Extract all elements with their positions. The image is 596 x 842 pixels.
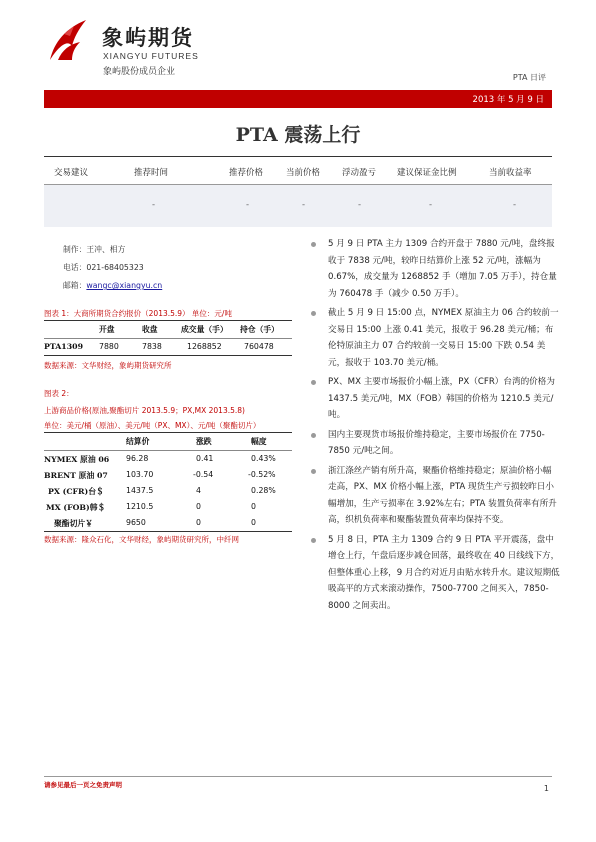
bullet-icon	[311, 433, 316, 438]
chart2-row-label: PX (CFR)台＄	[48, 487, 104, 496]
commentary-text: 5 月 9 日 PTA 主力 1309 合约开盘于 7880 元/吨，盘终报收于 7838 元/吨，较昨日结算价上涨 52 元/吨，涨幅为 0.67%，成交量为 1268852 手（增加 7.05 万手），持仓量为 760478 手（减少 0.50 万手）。	[328, 239, 557, 299]
header-current-price: 当前价格	[286, 168, 321, 178]
table-row	[44, 467, 292, 483]
chart2-source: 数据来源：隆众石化，文华财经，象屿期货研究所，中纤网	[44, 535, 239, 544]
author-maker: 制作：王冲、相方	[63, 245, 126, 254]
chart1-header-close: 收盘	[142, 325, 158, 334]
chart2-row-label: NYMEX 原油 06	[44, 455, 110, 464]
chart1-header-openinterest: 持仓（手）	[240, 325, 279, 334]
value-current-price: -	[302, 200, 306, 210]
author-email-label: 邮箱：	[63, 281, 87, 290]
chart2-header-pct: 幅度	[251, 437, 267, 446]
document-type: PTA 日评	[512, 73, 546, 82]
value-recommend-price: -	[246, 200, 250, 210]
header-recommend-time: 推荐时间	[134, 168, 169, 178]
header-floating-pnl: 浮动盈亏	[342, 168, 377, 178]
commentary-text: 5 月 8 日，PTA 主力 1309 合约 9 日 PTA 平开震荡，盘中增仓上行，午盘后逐步减仓回落，最终收在 40 日线线下方，但整体重心上移，9 月合约对近月由贴水转升水。建议短期低吸高平的方式来滚动操作，7500-7700 之间买入，7850-8000 之间卖出。	[328, 534, 560, 611]
chart2-pct-value: -0.52%	[248, 470, 276, 479]
chart1-header-open: 开盘	[99, 325, 115, 334]
chart2-change-value: 0.41	[196, 454, 214, 463]
commentary-list	[308, 236, 560, 617]
disclaimer-link[interactable]: 请参见最后一页之免责声明	[44, 781, 122, 789]
report-title: PTA 震荡上行	[235, 124, 361, 146]
table-row	[44, 499, 292, 515]
chart1-bottom-rule	[44, 355, 292, 356]
chart1-header-volume: 成交量（手）	[181, 325, 228, 334]
chart2-pct-value: 0.28%	[251, 486, 276, 495]
author-email-row	[63, 280, 162, 291]
recommend-table-top-rule	[44, 156, 552, 157]
chart2-settle-value: 1210.5	[126, 502, 154, 511]
recommend-table-row	[44, 185, 552, 227]
chart2-row-label: MX (FOB)韩＄	[46, 503, 106, 512]
chart1-top-rule	[44, 320, 292, 321]
bullet-icon	[311, 242, 316, 247]
chart1-caption: 图表 1：大商所期货合约报价（2013.5.9） 单位：元/吨	[44, 309, 232, 318]
footer-rule	[44, 776, 552, 777]
chart2-settle-value: 103.70	[126, 470, 154, 479]
chart2-settle-value: 96.28	[126, 454, 149, 463]
xiangyu-logo-icon	[44, 16, 92, 64]
bullet-icon	[311, 538, 316, 543]
commentary-text: 国内主要现货市场报价维持稳定，主要市场报价在 7750-7850 元/吨之间。	[328, 429, 545, 456]
brand-name-en: XIANGYU FUTURES	[103, 51, 199, 61]
commentary-text: PX、MX 主要市场报价小幅上涨，PX（CFR）台湾的价格为 1437.5 美元/吨，MX（FOB）韩国的价格为 1210.5 美元/吨。	[328, 377, 555, 420]
list-item	[308, 374, 560, 424]
list-item	[308, 236, 560, 302]
list-item	[308, 532, 560, 615]
table-row	[44, 483, 292, 499]
header-recommend-price: 推荐价格	[229, 168, 264, 178]
table-row	[44, 451, 292, 467]
page-number: 1	[543, 784, 549, 793]
table-row	[44, 515, 292, 531]
list-item	[308, 427, 560, 460]
bullet-icon	[311, 380, 316, 385]
chart2-pct-value: 0	[251, 502, 256, 511]
chart2-pct-value: 0	[251, 518, 256, 527]
value-margin-ratio: -	[429, 200, 433, 210]
commentary-text: 浙江涤丝产销有所升高，聚酯价格维持稳定；原油价格小幅走高，PX、MX 价格小幅上涨，PTA 现货生产亏损较昨日小幅增加，生产亏损率在 3.92%左右；PTA 装置负荷率有所升高，织机负荷率和聚酯装置负荷率均保持不变。	[328, 465, 557, 525]
chart2-settle-value: 9650	[126, 518, 146, 527]
chart1-openinterest-value: 760478	[244, 342, 274, 351]
chart1-source: 数据来源：文华财经，象屿期货研究所	[44, 361, 172, 370]
bullet-icon	[311, 469, 316, 474]
chart2-pct-value: 0.43%	[251, 454, 276, 463]
chart1-close-value: 7838	[142, 342, 162, 351]
chart2-unit: 单位：美元/桶（原油）、美元/吨（PX、MX）、元/吨（聚酯切片）	[44, 421, 261, 430]
chart1-open-value: 7880	[99, 342, 119, 351]
value-floating-pnl: -	[358, 200, 362, 210]
chart2-change-value: 0	[196, 518, 201, 527]
chart2-header-settle: 结算价	[126, 437, 150, 446]
chart2-change-value: 4	[196, 486, 201, 495]
author-email-link[interactable]: wangc@xiangyu.cn	[86, 281, 163, 290]
chart1-header-row	[44, 322, 292, 338]
chart2-row-label: BRENT 原油 07	[44, 471, 108, 480]
report-date: 2013 年 5 月 9 日	[472, 95, 544, 105]
header-current-yield: 当前收益率	[489, 168, 532, 178]
value-current-yield: -	[513, 200, 517, 210]
author-phone: 电话：021-68405323	[63, 263, 144, 272]
list-item	[308, 305, 560, 371]
recommend-table-header	[44, 158, 552, 184]
chart2-bottom-rule	[44, 531, 292, 532]
chart2-row-label: 聚酯切片￥	[54, 519, 93, 528]
chart2-subtitle: 上游商品价格(原油,聚酯切片 2013.5.9；PX,MX 2013.5.8)	[44, 406, 245, 415]
chart2-change-value: 0	[196, 502, 201, 511]
chart2-settle-value: 1437.5	[126, 486, 154, 495]
list-item	[308, 463, 560, 529]
header-margin-ratio: 建议保证金比例	[397, 168, 457, 178]
commentary-text: 截止 5 月 9 日 15:00 点，NYMEX 原油主力 06 合约较前一交易日 15:00 上涨 0.41 美元，报收于 96.28 美元/桶；布伦特原油主力 07 合约较前一交易日 15:00 下跌 0.54 美元，报收于 103.70 美元/桶。	[328, 308, 559, 368]
chart2-caption: 图表 2：	[44, 389, 74, 398]
bullet-icon	[311, 311, 316, 316]
chart1-row-label: PTA1309	[44, 342, 83, 351]
value-recommend-time: -	[152, 200, 156, 210]
chart2-change-value: -0.54	[193, 470, 214, 479]
chart1-volume-value: 1268852	[187, 342, 222, 351]
chart2-header-change: 涨跌	[196, 437, 212, 446]
chart2-header-row	[44, 434, 292, 450]
chart1-data-row	[44, 339, 292, 355]
header-trade-advice: 交易建议	[53, 168, 88, 178]
chart2-top-rule	[44, 432, 292, 433]
brand-subtitle: 象屿股份成员企业	[103, 67, 176, 77]
brand-name-cn: 象屿期货	[102, 26, 194, 50]
